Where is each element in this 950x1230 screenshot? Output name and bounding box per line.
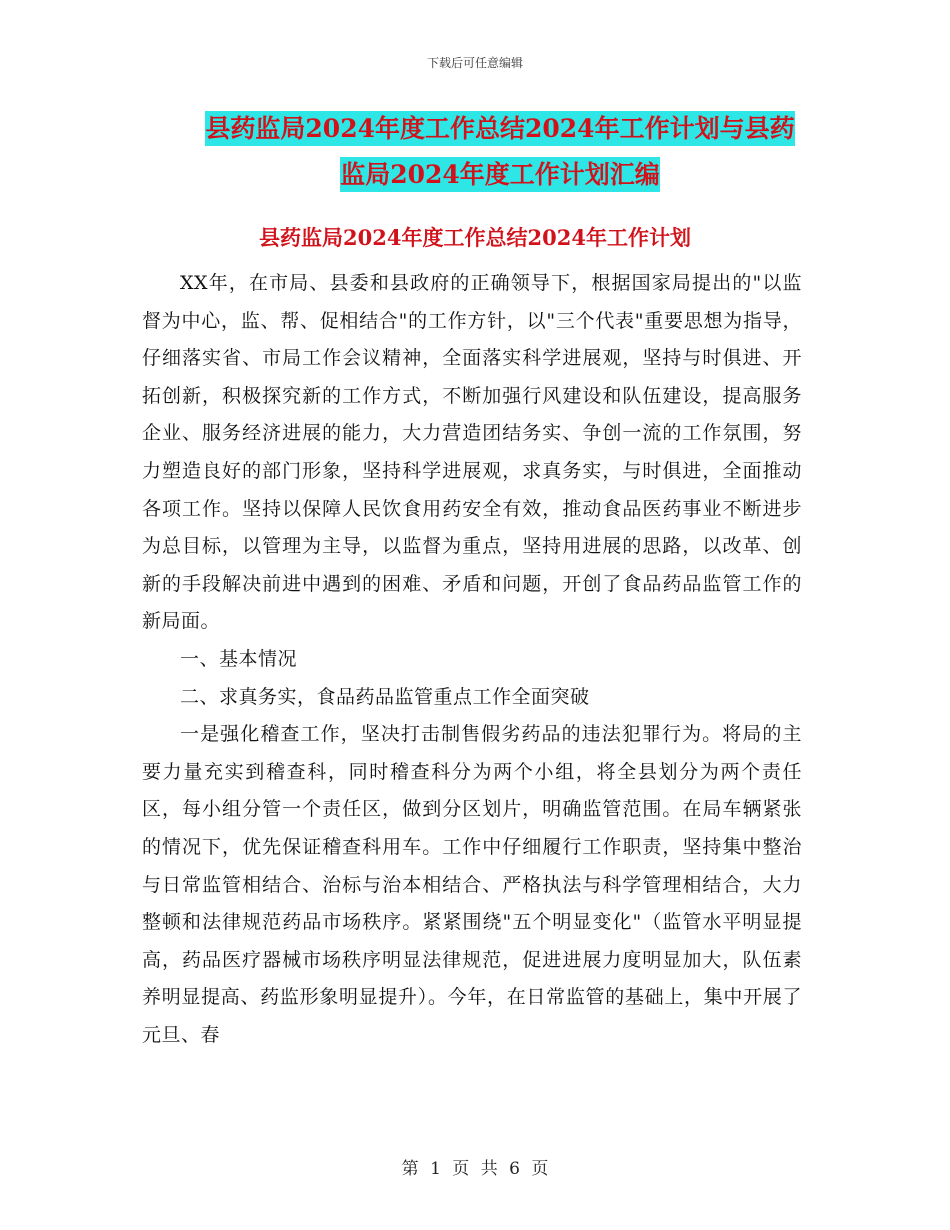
heading-basic-situation: 一、基本情况 [180,647,298,670]
section-title: 县药监局2024年度工作总结2024年工作计划 [259,225,691,250]
main-title-line-2: 监局2024年度工作计划汇编 [340,157,660,192]
main-title [150,106,850,198]
heading-key-work: 二、求真务实，食品药品监管重点工作全面突破 [180,685,590,708]
main-title-line-1: 县药监局2024年度工作总结2024年工作计划与县药 [205,111,794,146]
page-number-footer: 第 1 页 共 6 页 [401,1159,549,1179]
paragraph-inspection: 一是强化稽查工作，坚决打击制售假劣药品的违法犯罪行为。将局的主要力量充实到稽查科，同时稽查科分为两个小组，将全县划分为两个责任区，每小组分管一个责任区，做到分区划片，明确监管范围。在局车辆紧张的情况下，优先保证稽查科用车。工作中仔细履行工作职责，坚持集中整治与日常监管相结合、治标与治本相结合、严格执法与科学管理相结合，大力整顿和法律规范药品市场秩序。紧紧围绕"五个明显变化"（监管水平明显提高，药品医疗器械市场秩序明显法律规范，促进进展力度明显加大，队伍素养明显提高、药监形象明显提升）。今年，在日常监管的基础上，集中开展了元旦、春 [142,723,802,1046]
document-body [142,265,802,1054]
paragraph-intro: XX年，在市局、县委和县政府的正确领导下，根据国家局提出的"以监督为中心，监、帮、促相结合"的工作方针，以"三个代表"重要思想为指导，仔细落实省、市局工作会议精神，全面落实科学进展观，坚持与时俱进、开拓创新，积极探究新的工作方式，不断加强行风建设和队伍建设，提高服务企业、服务经济进展的能力，大力营造团结务实、争创一流的工作氛围，努力塑造良好的部门形象，坚持科学进展观，求真务实，与时俱进，全面推动各项工作。坚持以保障人民饮食用药安全有效，推动食品医药事业不断进步为总目标，以管理为主导，以监督为重点，坚持用进展的思路，以改革、创新的手段解决前进中遇到的困难、矛盾和问题，开创了食品药品监管工作的新局面。 [142,272,802,633]
header-note: 下载后可任意编辑 [426,56,523,70]
